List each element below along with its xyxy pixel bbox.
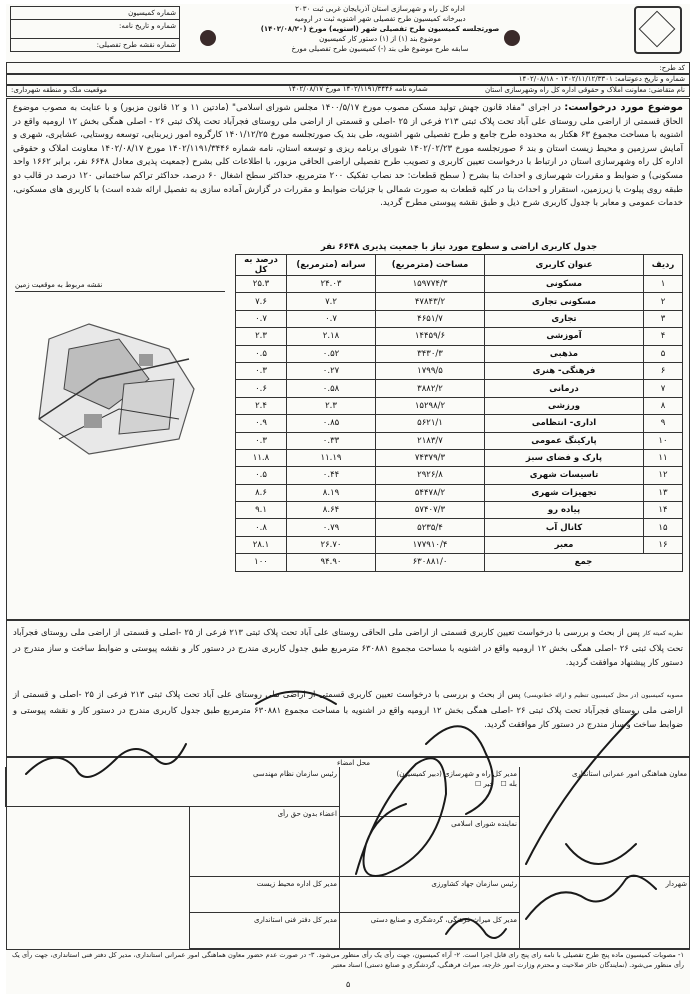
table-row bbox=[236, 502, 683, 519]
row-number: ۵ bbox=[644, 345, 683, 362]
session-title: صورتجلسه کمیسیون طرح تفصیلی شهر (اسنویه) مورخ (۱۴۰۲/۰۸/۲۰) bbox=[260, 25, 500, 33]
col-use-title: عنوان کاربری bbox=[485, 255, 644, 276]
per-capita-value: ۷.۲ bbox=[287, 293, 376, 310]
sig-cell-heritage bbox=[339, 913, 519, 949]
area-value: ۱۵۹۷۷۴/۳ bbox=[376, 276, 485, 293]
table-row bbox=[236, 449, 683, 466]
letter-number: شماره نامه ۱۴۰۲/۱۱۹۱/۳۴۴۶ مورخ ۱۴۰۲/۰۸/۱۷ bbox=[288, 85, 428, 93]
sig-cell-director: مدیر کل راه و شهرسازی (دبیر کمیسیون) بله ☐ خیر ☐ bbox=[339, 767, 519, 817]
committee-label: نظریه کمیته کار bbox=[642, 630, 683, 637]
per-capita-value: ۲۴.۰۳ bbox=[287, 276, 376, 293]
per-capita-value: ۱۱.۱۹ bbox=[287, 449, 376, 466]
sig-title-deputy: معاون هماهنگی امور عمرانی استانداری bbox=[571, 770, 687, 778]
request-heading: موضوع مورد درخواست: bbox=[564, 102, 684, 113]
percent-value: ۸.۶ bbox=[236, 484, 287, 501]
sig-title-tech: مدیر کل دفتر فنی استانداری bbox=[254, 916, 337, 924]
use-title: آموزشی bbox=[485, 328, 644, 345]
table-row bbox=[236, 467, 683, 484]
table-row bbox=[236, 293, 683, 310]
sig-title-director: مدیر کل راه و شهرسازی (دبیر کمیسیون) bbox=[396, 770, 517, 778]
total-label: جمع bbox=[485, 554, 683, 571]
row-number: ۱ bbox=[644, 276, 683, 293]
letter-number-row bbox=[206, 84, 510, 95]
row-number: ۱۴ bbox=[644, 502, 683, 519]
area-value: ۱۴۴۵۹/۶ bbox=[376, 328, 485, 345]
code-label: کد طرح: bbox=[659, 64, 685, 72]
punch-hole-icon bbox=[504, 30, 520, 46]
percent-value: ۹.۱ bbox=[236, 502, 287, 519]
row-number: ۸ bbox=[644, 397, 683, 414]
row-number: ۱۲ bbox=[644, 467, 683, 484]
use-title: تجهیزات شهری bbox=[485, 484, 644, 501]
use-title: تاسیسات شهری bbox=[485, 467, 644, 484]
area-value: ۴۷۸۴۳/۲ bbox=[376, 293, 485, 310]
percent-value: ۱۱.۸ bbox=[236, 449, 287, 466]
subject-line: موضوع بند (۱) از (۱) دستور کار کمیسیون bbox=[319, 35, 441, 43]
percent-value: ۷.۶ bbox=[236, 293, 287, 310]
sig-cell-env bbox=[189, 877, 339, 913]
use-title: فرهنگی- هنری bbox=[485, 362, 644, 379]
map-caption: نقشه مربوط به موقعیت زمین bbox=[15, 281, 225, 292]
sig-cell-no-vote bbox=[189, 807, 339, 877]
committee-text: پس از بحث و بررسی با درخواست تعیین کاربری قسمتی از اراضی ملی الحاقی روستای علی آباد تحت پلاک ثبتی ۲۱۳ فرعی از ۲۵ -اصلی و قسمتی از اراضی ملی روستای فجرآباد تحت پلاک ثبتی ۲۶ -اصلی همگی بخش ۱۲ ارومیه واقع در اشنویه با مساحت مجموع ۶۳۰۸۸۱ مترمربع طبق جدول کاربری مندرج در دستور کار و نقشه پیوستی و ضوابط ساخت و ساز مندرج در دستور کار پیشنهاد موافقت گردید. bbox=[13, 627, 683, 667]
use-title: معبر bbox=[485, 536, 644, 553]
row-number: ۱۶ bbox=[644, 536, 683, 553]
per-capita-value: ۰.۷۹ bbox=[287, 519, 376, 536]
org-line1: اداره کل راه و شهرسازی استان آذربایجان غربی ثبت ۲۰۳۰ bbox=[295, 5, 465, 13]
table-row bbox=[236, 380, 683, 397]
sig-title-agri: رئیس سازمان جهاد کشاورزی bbox=[431, 880, 517, 888]
area-value: ۵۶۲۱/۱ bbox=[376, 415, 485, 432]
sig-title-mayor: شهردار bbox=[665, 880, 687, 888]
row-number: ۱۱ bbox=[644, 449, 683, 466]
sig-cell-engineering bbox=[5, 767, 339, 807]
per-capita-value: ۲.۳ bbox=[287, 397, 376, 414]
per-capita-value: ۲۶.۷۰ bbox=[287, 536, 376, 553]
area-value: ۵۲۳۵/۴ bbox=[376, 519, 485, 536]
land-use-table bbox=[235, 241, 683, 572]
decision-text: پس از بحث و بررسی با درخواست تعیین کاربری قسمتی از اراضی ملی روستای علی آباد تحت پلاک ثبتی ۲۱۳ فرعی از ۲۵ -اصلی و قسمتی از اراضی ملی روستای فجرآباد تحت پلاک ثبتی ۲۶ -اصلی همگی بخش ۱۲ ارومیه واقع در اشنویه با مساحت مجموع ۶۳۰۸۸۱ مترمربع طبق جدول کاربری مندرج در دستور کار و نقشه پیوستی و ضوابط ساخت و ساز مندرج در دستور کار موافقت گردید. bbox=[13, 689, 684, 729]
table-caption: جدول کاربری اراضی و سطوح مورد نیاز با جمعیت پذیری ۶۶۴۸ نفر bbox=[320, 242, 598, 252]
check-no-label: خیر bbox=[483, 780, 494, 788]
col-percent: درصد به کل bbox=[236, 255, 287, 276]
sig-cell-mayor bbox=[519, 877, 689, 949]
area-value: ۴۶۵۱/۷ bbox=[376, 310, 485, 327]
table-total-row bbox=[236, 554, 683, 571]
request-body: در اجرای "مفاد قانون جهش تولید مسکن مصوب مورخ ۱۴۰۰/۵/۱۷ مجلس شورای اسلامی" (مادتین ۱۱ و ۱۲ قانون مزبور) و با عنایت به مصوب موضوع الحاق قسمتی از اراضی ملی روستای علی آباد تحت پلاک ثبتی ۲۱۳ فرعی از ۲۵ -اصلی و قسمتی از اراضی ملی روستای فجرآباد تحت پلاک ثبتی ۲۶ - اصلی همگی بخش ۱۲ ارومیه واقع در اشنویه با مساحت مجموع ۶۳ هکتار به محدوده طرح جامع و طرح تفصیلی شهر اشنویه، طی بند یک صورتجلسه مورخ ۱۴۰۱/۱۲/۲۵ کارگروه امور زیربنایی، توسعه روستایی، عشایری، شهری و آمایش سرزمین و محیط زیست استان و بند ۶ صورتجلسه مورخ ۱۴۰۲/۰۲/۲۳ شورای برنامه ریزی و توسعه استان، نامه شماره ۱۴۰۲/۱۱۹۱/۳۴۴۶ مورخ ۱۴۰۲/۰۸/۱۷ معاونت املاک و حقوقی اداره کل راه وشهرسازی استان در ارتباط با درخواست تعیین کاربری و تصویب طرح تفصیلی اراضی الحاقی مزبور، با اطلاعات کلی بشرح (جمعیت پذیری معادل ۶۶۴۸ نفر، برابر ۱۶۶۲ واحد مسکونی) و ضوابط و مقررات شهرسازی و احداث بنا بشرح ( سطح قطعات: حد نصاب تفکیک ۲۰۰ مترمربع، حداکثر سطح اشغال ۶۰ درصد، حداکثر تراکم ساختمانی ۱۲۰ درصد در قالب دو طبقه روی پیلوت یا زیرزمین، استقرار و احداث بنا در کلیه قطعات به صورت شمالی با جزئیات ضوابط و مقررات در گزارش آماده سازی به تفصیل ارائه شده است) با کاربری های مسکونی، خدمات عمومی و معابر با جدول کاربری شرح ذیل و طبق نقشه پیوستی مطرح گردید. bbox=[13, 103, 683, 209]
document-header bbox=[6, 4, 690, 62]
row-number: ۴ bbox=[644, 328, 683, 345]
use-title: مسکونی تجاری bbox=[485, 293, 644, 310]
committee-opinion bbox=[13, 625, 683, 669]
header-center bbox=[190, 4, 570, 54]
table-row bbox=[236, 484, 683, 501]
table-row bbox=[236, 432, 683, 449]
request-section bbox=[6, 98, 690, 620]
use-title: پارکینگ عمومی bbox=[485, 432, 644, 449]
table-row bbox=[236, 276, 683, 293]
invitation-date: شماره و تاریخ دعوتنامه: ۱۴۰۲/۱۱/۱۲/۳۳۰۱ - ۱۴۰۲/۰۸/۱۸ bbox=[518, 75, 685, 83]
per-capita-value: ۰.۷ bbox=[287, 310, 376, 327]
signature-grid bbox=[6, 756, 690, 950]
area-value: ۱۷۷۹۱۰/۴ bbox=[376, 536, 485, 553]
header-info-boxes bbox=[10, 6, 180, 51]
sig-title-council: نماینده شورای اسلامی bbox=[451, 820, 517, 828]
per-capita-value: ۰.۴۴ bbox=[287, 467, 376, 484]
table-row bbox=[236, 519, 683, 536]
row-number: ۷ bbox=[644, 380, 683, 397]
use-title: ورزشی bbox=[485, 397, 644, 414]
applicant: نام متقاضی: معاونت املاک و حقوقی اداره کل راه وشهرسازی استان bbox=[484, 86, 685, 94]
use-title: اداری- انتظامی bbox=[485, 415, 644, 432]
sig-title-env: مدیر کل اداره محیط زیست bbox=[256, 880, 337, 888]
use-title: پیاده رو bbox=[485, 502, 644, 519]
percent-value: ۰.۷ bbox=[236, 310, 287, 327]
area-value: ۱۵۲۹۸/۲ bbox=[376, 397, 485, 414]
col-area: مساحت (مترمربع) bbox=[376, 255, 485, 276]
row-number: ۱۳ bbox=[644, 484, 683, 501]
percent-value: ۰.۳ bbox=[236, 432, 287, 449]
table-row bbox=[236, 536, 683, 553]
use-title: پارک و فضای سبز bbox=[485, 449, 644, 466]
area-value: ۳۸۸۲/۲ bbox=[376, 380, 485, 397]
request-paragraph bbox=[13, 101, 683, 211]
table-row bbox=[236, 310, 683, 327]
area-value: ۵۷۴۰۷/۳ bbox=[376, 502, 485, 519]
table-row bbox=[236, 328, 683, 345]
history-line: سابقه طرح موضوع طی بند (-) کمیسیون طرح تفصیلی مورخ bbox=[291, 45, 469, 53]
emblem-icon bbox=[634, 6, 682, 54]
percent-value: ۰.۵ bbox=[236, 345, 287, 362]
area-value: ۵۴۴۷۸/۲ bbox=[376, 484, 485, 501]
sig-title-heritage: مدیر کل میراث فرهنگی، گردشگری و صنایع دستی bbox=[370, 916, 517, 924]
total-per-capita: ۹۴.۹۰ bbox=[287, 554, 376, 571]
per-capita-value: ۸.۱۹ bbox=[287, 484, 376, 501]
org-line2: دبیرخانه کمیسیون طرح تفصیلی شهر اشنویه ثبت در ارومیه bbox=[294, 15, 466, 23]
area-value: ۲۱۸۳/۷ bbox=[376, 432, 485, 449]
punch-hole-icon bbox=[200, 30, 216, 46]
total-area: ۶۳۰۸۸۱/۰ bbox=[376, 554, 485, 571]
per-capita-value: ۲.۱۸ bbox=[287, 328, 376, 345]
location-box: موقعیت ملک و منطقه شهرداری: bbox=[11, 86, 107, 94]
sig-title-engineering: رئیس سازمان نظام مهندسی bbox=[252, 770, 337, 778]
col-row-no: ردیف bbox=[644, 255, 683, 276]
map-number-box: شماره نقشه طرح تفصیلی: bbox=[10, 38, 180, 52]
decisions-section bbox=[6, 620, 690, 758]
decision-label: مصوبه کمیسیون (در محل کمیسیون تنظیم و ارائه خط‌نویسی) bbox=[523, 692, 683, 699]
table-row bbox=[236, 345, 683, 362]
per-capita-value: ۰.۳۳ bbox=[287, 432, 376, 449]
commission-number-box: شماره کمیسیون bbox=[10, 6, 180, 20]
area-value: ۲۹۲۶/۸ bbox=[376, 467, 485, 484]
percent-value: ۰.۸ bbox=[236, 519, 287, 536]
row-number: ۳ bbox=[644, 310, 683, 327]
percent-value: ۲۵.۳ bbox=[236, 276, 287, 293]
check-yes-label: بله bbox=[508, 780, 517, 788]
page-number: ۵ bbox=[346, 980, 351, 989]
percent-value: ۲۸.۱ bbox=[236, 536, 287, 553]
percent-value: ۲.۳ bbox=[236, 328, 287, 345]
sig-cell-deputy bbox=[519, 767, 689, 877]
location-map bbox=[15, 281, 225, 511]
area-value: ۱۷۹۹/۵ bbox=[376, 362, 485, 379]
footnote: ۱- مصوبات کمیسیون ماده پنج طرح تفصیلی با نامه رای پنج رای قابل اجرا است. ۲- آراء کمیسیون، جهت رأی یک رأی منظور می‌شود. ۳- در صورت عدم حضور معاون هماهنگی امور عمرانی استانداری، مدیر کل دفتر فنی استانداری، جهت رأی یک رأی منظور می‌شود. (نمایندگان حائز صلاحیت و محترم وزارت امور خارجه، میراث فرهنگی، گردشگری و صنایع دستی) اسناد معتبر bbox=[12, 951, 684, 969]
total-percent: ۱۰۰ bbox=[236, 554, 287, 571]
row-number: ۱۰ bbox=[644, 432, 683, 449]
sig-cell-tech bbox=[189, 913, 339, 949]
use-title: درمانی bbox=[485, 380, 644, 397]
sig-cell-council bbox=[339, 817, 519, 877]
percent-value: ۰.۹ bbox=[236, 415, 287, 432]
percent-value: ۲.۴ bbox=[236, 397, 287, 414]
row-number: ۶ bbox=[644, 362, 683, 379]
table-row bbox=[236, 415, 683, 432]
row-number: ۹ bbox=[644, 415, 683, 432]
signature-area-label: محل امضاء bbox=[337, 759, 370, 767]
letter-date-box: شماره و تاریخ نامه: bbox=[10, 19, 180, 39]
use-title: مسکونی bbox=[485, 276, 644, 293]
table-row bbox=[236, 397, 683, 414]
row-number: ۲ bbox=[644, 293, 683, 310]
per-capita-value: ۰.۵۲ bbox=[287, 345, 376, 362]
col-per-capita: سرانه (مترمربع) bbox=[287, 255, 376, 276]
table-row bbox=[236, 362, 683, 379]
use-title: مذهبی bbox=[485, 345, 644, 362]
use-title: تجاری bbox=[485, 310, 644, 327]
sig-cell-agri bbox=[339, 877, 519, 913]
percent-value: ۰.۶ bbox=[236, 380, 287, 397]
percent-value: ۰.۳ bbox=[236, 362, 287, 379]
per-capita-value: ۰.۲۷ bbox=[287, 362, 376, 379]
sig-title-no-vote: اعضاء بدون حق رأی bbox=[277, 810, 337, 818]
table-header-row bbox=[236, 255, 683, 276]
commission-decision bbox=[13, 687, 683, 731]
row-number: ۱۵ bbox=[644, 519, 683, 536]
site-plan-map bbox=[29, 319, 199, 459]
area-value: ۷۴۳۷۹/۳ bbox=[376, 449, 485, 466]
percent-value: ۰.۵ bbox=[236, 467, 287, 484]
per-capita-value: ۰.۸۵ bbox=[287, 415, 376, 432]
document-page bbox=[6, 4, 690, 994]
per-capita-value: ۰.۵۸ bbox=[287, 380, 376, 397]
per-capita-value: ۸.۶۴ bbox=[287, 502, 376, 519]
use-title: کانال آب bbox=[485, 519, 644, 536]
area-value: ۳۴۳۰/۳ bbox=[376, 345, 485, 362]
